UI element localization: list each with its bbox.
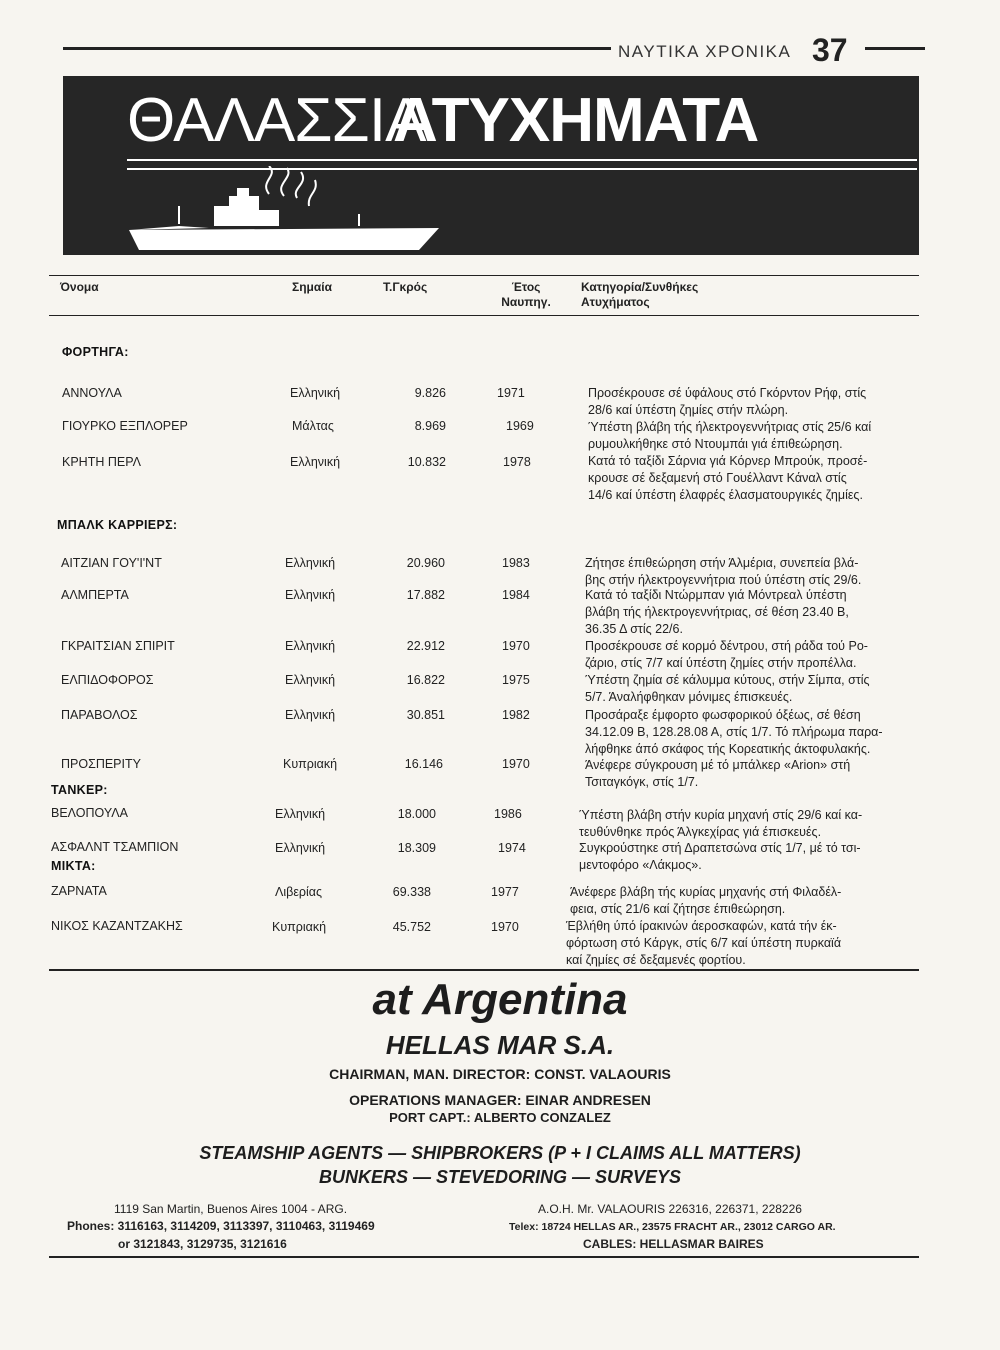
page-number: 37 (812, 32, 848, 68)
col-name-header: Όνομα (60, 280, 99, 294)
ship-name: ΝΙΚΟΣ ΚΑΖΑΝΤΖΑΚΗΣ (51, 919, 183, 933)
ship-flag: Ελληνική (275, 841, 326, 855)
section-title: ΤΑΝΚΕΡ: (51, 783, 108, 797)
incident-desc (579, 807, 934, 841)
desc-line: Προσάραξε έμφορτο φωσφορικού όξέως, σέ θέση (585, 708, 861, 722)
desc-line: Συγκρούστηκε στή Δραπετσώνα στίς 1/7, μέ τό τσι- (579, 841, 861, 855)
ship-name: ΑΙΤΖΙΑΝ ΓΟΥ'Ι'ΝΤ (61, 556, 162, 570)
ship-flag: Κυπριακή (283, 757, 338, 771)
ship-name: ΓΚΡΑΙΤΣΙΑΝ ΣΠΙΡΙΤ (61, 639, 175, 653)
incident-desc (585, 587, 940, 638)
ship-flag: Ελληνική (285, 639, 336, 653)
ship-flag: Μάλτας (292, 419, 334, 433)
ad-ops-manager: OPERATIONS MANAGER: EINAR ANDRESEN (349, 1092, 651, 1108)
section-title: ΜΠΑΛΚ ΚΑΡΡΙΕΡΣ: (57, 518, 178, 532)
ship-year: 1978 (503, 455, 531, 469)
incident-desc (566, 918, 926, 969)
ship-year: 1971 (497, 386, 525, 400)
desc-line: τευθύνθηκε πρός Άλγκεχίρας γιά έπισκευές. (579, 825, 822, 839)
ship-name: ΠΑΡΑΒΟΛΟΣ (61, 708, 138, 722)
ship-flag: Ελληνική (290, 386, 341, 400)
ship-flag: Ελληνική (285, 673, 336, 687)
ship-year: 1984 (502, 588, 530, 602)
banner-title-bold: ΑΤΥΧΗΜΑΤΑ (393, 86, 759, 155)
section-title: ΜΙΚΤΑ: (51, 859, 96, 873)
table-rule-header (49, 315, 919, 316)
incident-desc (585, 707, 940, 758)
top-rule-right (865, 47, 925, 50)
desc-line: Ζήτησε έπιθεώρηση στήν Άλμέρια, συνεπεία βλά- (585, 556, 859, 570)
ship-name: ΑΛΜΠΕΡΤΑ (61, 588, 129, 602)
ship-grt: 10.832 (407, 455, 446, 469)
col-year-line2: Ναυπηγ. (501, 295, 551, 309)
col-category-line2: Ατυχήματος (581, 295, 650, 309)
desc-line: Κατά τό ταξίδι Ντώρμπαν γιά Μόντρεαλ ύπέστη (585, 588, 847, 602)
desc-line: Προσέκρουσε σέ ύφάλους στό Γκόρντον Ρήφ, στίς (588, 386, 867, 400)
ship-name: ΑΣΦΑΛΝΤ ΤΣΑΜΠΙΟΝ (51, 840, 179, 854)
desc-line: κρουσε σέ δεξαμενή στό Γουέλλαντ Κάναλ στίς (588, 471, 847, 485)
incident-desc (585, 638, 940, 672)
table-rule-top (49, 275, 919, 276)
ship-grt: 8.969 (414, 419, 446, 433)
desc-line: Κατά τό ταξίδι Σάρνια γιά Κόρνερ Μπρούκ, προσέ- (588, 454, 868, 468)
ship-grt: 17.882 (406, 588, 445, 602)
top-rule-left (63, 47, 611, 50)
ship-year: 1970 (502, 639, 530, 653)
ad-chairman: CHAIRMAN, MAN. DIRECTOR: CONST. VALAOURIS (329, 1066, 671, 1082)
desc-line: 14/6 καί ύπέστη έλαφρές έλασματουργικές ζημίες. (588, 488, 863, 502)
desc-line: μεντοφόρο «Λάκμος». (579, 858, 702, 872)
ad-address: 1119 San Martin, Buenos Aires 1004 - ARG. (114, 1202, 348, 1216)
desc-line: Ύπέστη βλάβη στήν κυρία μηχανή στίς 29/6 καί κα- (579, 808, 863, 822)
ad-rule-bottom (49, 1256, 919, 1258)
ship-grt: 9.826 (414, 386, 446, 400)
col-flag-header: Σημαία (292, 280, 332, 294)
banner-title-light: ΘΑΛΑΣΣΙΑ (127, 86, 426, 155)
ship-year: 1970 (491, 920, 519, 934)
ship-grt: 16.146 (404, 757, 443, 771)
col-category-header (581, 280, 698, 310)
incident-desc (585, 555, 940, 589)
desc-line: 34.12.09 Β, 128.28.08 Α, στίς 1/7. Τό πλήρωμα παρα- (585, 725, 883, 739)
ship-flag: Ελληνική (275, 807, 326, 821)
ship-name: ΓΙΟΥΡΚΟ ΕΞΠΛΟΡΕΡ (62, 419, 188, 433)
ad-port-capt: PORT CAPT.: ALBERTO CONZALEZ (389, 1110, 611, 1125)
ship-year: 1977 (491, 885, 519, 899)
col-year-line1: Έτος (511, 280, 541, 294)
incident-desc (585, 672, 940, 706)
ad-telex: Telex: 18724 HELLAS AR., 23575 FRACHT AR., 23012 CARGO AR. (509, 1221, 836, 1233)
table-rule-bottom (49, 969, 919, 971)
desc-line: Προσέκρουσε σέ κορμό δέντρου, στή ράδα τού Ρο- (585, 639, 868, 653)
desc-line: 5/7. Άναλήφθηκαν μόνιμες έπισκευές. (585, 690, 793, 704)
desc-line: καί ζημίες σέ δεξαμενές φορτίου. (566, 953, 746, 967)
ad-company: HELLAS MAR S.A. (385, 1030, 615, 1060)
incident-desc (588, 453, 943, 504)
desc-line: Άνέφερε σύγκρουση μέ τό μπάλκερ «Arion» στή (585, 758, 851, 772)
ship-year: 1975 (502, 673, 530, 687)
ad-phones-2: or 3121843, 3129735, 3121616 (118, 1237, 287, 1251)
desc-line: 28/6 καί ύπέστη ζημίες στήν πλώρη. (588, 403, 789, 417)
desc-line: ρυμουλκήθηκε στό Ντουμπάι γιά έπιθεώρηση. (588, 437, 843, 451)
desc-line: Έβλήθη ύπό ίρακινών άεροσκαφών, κατά τήν έκ- (566, 919, 837, 933)
ad-services-line2: BUNKERS — STEVEDORING — SURVEYS (318, 1167, 682, 1187)
ad-aoh: A.O.H. Mr. VALAOURIS 226316, 226371, 228226 (538, 1202, 802, 1216)
col-year-header (494, 280, 558, 310)
ship-year: 1982 (502, 708, 530, 722)
ship-year: 1970 (502, 757, 530, 771)
ship-grt: 18.309 (397, 841, 436, 855)
ship-grt: 20.960 (406, 556, 445, 570)
ad-cables: CABLES: HELLASMAR BAIRES (583, 1237, 764, 1251)
desc-line: Ύπέστη ζημία σέ κάλυμμα κύτους, στήν Σίμπα, στίς (585, 673, 870, 687)
burning-ship-icon (119, 166, 459, 256)
ship-flag: Ελληνική (285, 708, 336, 722)
desc-line: 36.35 Δ στίς 22/6. (585, 622, 683, 636)
incident-desc (579, 840, 934, 874)
desc-line: φεια, στίς 21/6 καί ζήτησε έπιθεώρηση. (570, 902, 786, 916)
section-title: ΦΟΡΤΗΓΑ: (62, 345, 129, 359)
ad-services-line1: STEAMSHIP AGENTS — SHIPBROKERS (P + I CLAIMS ALL MATTERS) (199, 1143, 801, 1163)
desc-line: Ύπέστη βλάβη τής ήλεκτρογεννήτριας στίς 25/6 καί (588, 420, 872, 434)
ship-year: 1974 (498, 841, 526, 855)
incident-desc (588, 419, 943, 453)
ad-phones-1: Phones: 3116163, 3114209, 3113397, 3110463, 3119469 (67, 1219, 375, 1233)
ship-year: 1969 (506, 419, 534, 433)
ship-grt: 30.851 (406, 708, 445, 722)
ship-grt: 45.752 (392, 920, 431, 934)
ship-flag: Λιβερίας (275, 885, 323, 899)
banner-rule-top (127, 159, 917, 161)
ship-name: ΑΝΝΟΥΛΑ (62, 386, 122, 400)
ship-flag: Ελληνική (285, 556, 336, 570)
section-banner (63, 76, 919, 255)
ship-year: 1983 (502, 556, 530, 570)
magazine-title: ΝΑΥΤΙΚΑ ΧΡΟΝΙΚΑ (618, 42, 792, 61)
ship-year: 1986 (494, 807, 522, 821)
desc-line: ζάριο, στίς 7/7 καί ύπέστη ζημίες στήν προπέλλα. (585, 656, 857, 670)
desc-line: φόρτωση στό Κάργκ, στίς 6/7 καί ύπέστη πυρκαϊά (566, 936, 842, 950)
ship-flag: Ελληνική (290, 455, 341, 469)
desc-line: βης στήν ήλεκτρογεννήτρια πού ύπέστη στίς 29/6. (585, 573, 862, 587)
ship-grt: 69.338 (392, 885, 431, 899)
ship-flag: Ελληνική (285, 588, 336, 602)
col-grt-header: Τ.Γκρός (383, 280, 428, 294)
incident-desc (570, 884, 925, 918)
ship-grt: 22.912 (406, 639, 445, 653)
ship-grt: 16.822 (406, 673, 445, 687)
ship-grt: 18.000 (397, 807, 436, 821)
desc-line: Άνέφερε βλάβη τής κυρίας μηχανής στή Φιλαδέλ- (570, 885, 842, 899)
ship-name: ΠΡΟΣΠΕΡΙΤΥ (61, 757, 141, 771)
ad-headline: at Argentina (372, 975, 628, 1024)
desc-line: λήφθηκε άπό σκάφος τής Κορεατικής άκτοφυλακής. (585, 742, 871, 756)
ship-flag: Κυπριακή (272, 920, 327, 934)
ship-name: ΕΛΠΙΔΟΦΟΡΟΣ (61, 673, 154, 687)
ship-name: ΚΡΗΤΗ ΠΕΡΛ (62, 455, 141, 469)
col-category-line1: Κατηγορία/Συνθήκες (581, 280, 699, 294)
ship-name: ΒΕΛΟΠΟΥΛΑ (51, 806, 128, 820)
desc-line: βλάβη τής ήλεκτρογεννήτριας, σέ θέση 23.40 Β, (585, 605, 849, 619)
incident-desc (585, 757, 940, 791)
desc-line: Τσιταγκόγκ, στίς 1/7. (585, 775, 699, 789)
ship-name: ΖΑΡΝΑΤΑ (51, 884, 107, 898)
incident-desc (588, 385, 943, 419)
